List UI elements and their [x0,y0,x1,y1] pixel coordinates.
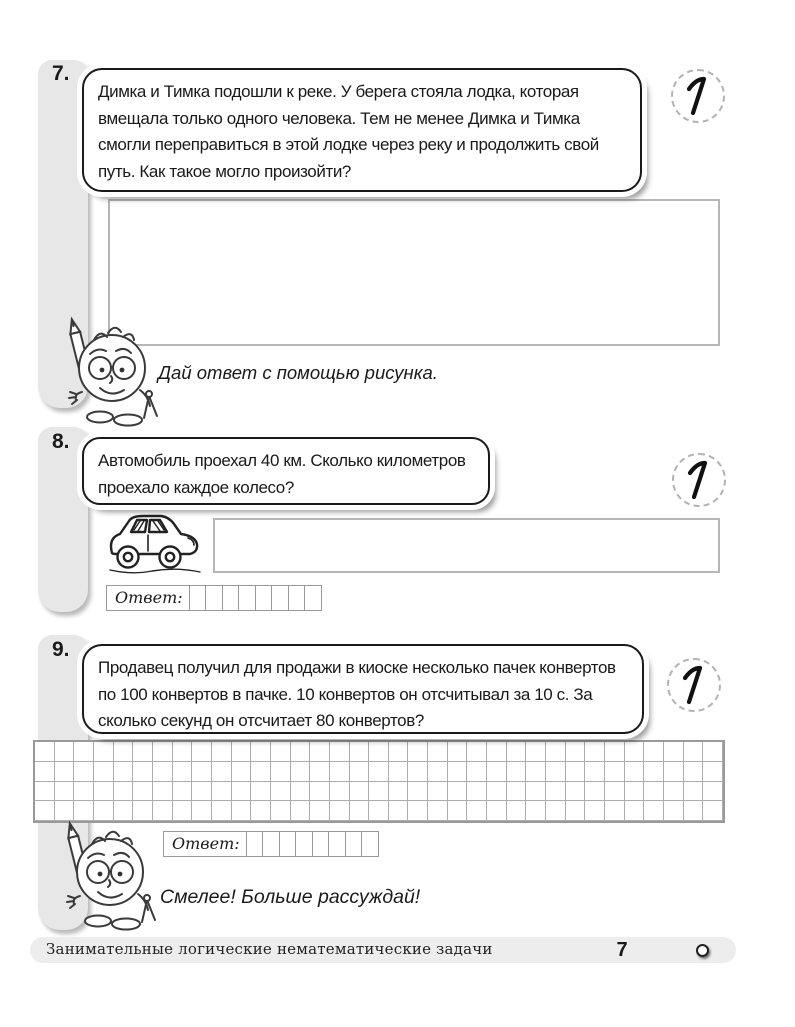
grid-cell[interactable] [448,801,468,821]
grid-cell[interactable] [487,762,507,782]
grid-cell[interactable] [389,742,409,762]
grid-cell[interactable] [644,742,664,762]
grid-cell[interactable] [408,782,428,802]
grid-cell[interactable] [232,742,252,762]
answer-label: Ответ: [172,834,240,853]
handwritten-one-icon [682,459,716,501]
handwritten-one-icon [681,75,715,117]
task7-text: Димка и Тимка подошли к реке. У берега стояла лодка, которая вмещала только одного человека. Тем не менее Димка и Тимка смогли переправиться в этой лодке через реку и продолжить свой путь. Как такое могло произойти? [98,82,599,181]
grid-cell[interactable] [192,801,212,821]
grid-cell[interactable] [192,762,212,782]
ring-binder-icon [696,944,709,957]
grid-cell[interactable] [350,782,370,802]
answer-cell[interactable] [328,832,345,856]
grid-cell[interactable] [389,762,409,782]
task8-rail [38,427,88,612]
grid-cell[interactable] [625,782,645,802]
answer-cell[interactable] [304,586,321,610]
answer-cell[interactable] [255,586,272,610]
grid-cell[interactable] [173,742,193,762]
grid-cell[interactable] [585,801,605,821]
grid-cell[interactable] [133,801,153,821]
grid-cell[interactable] [507,762,527,782]
answer-cell[interactable] [262,832,279,856]
grid-cell[interactable] [546,762,566,782]
grid-cell[interactable] [251,782,271,802]
grid-cell[interactable] [467,742,487,762]
task9-answer-strip[interactable] [163,831,379,857]
grid-cell[interactable] [330,801,350,821]
grid-cell[interactable] [369,742,389,762]
grid-cell[interactable] [94,782,114,802]
task7-drawing-box[interactable] [108,199,720,346]
grid-cell[interactable] [487,801,507,821]
task7-number: 7. [52,62,70,85]
grid-cell[interactable] [566,762,586,782]
grid-cell[interactable] [291,742,311,762]
grid-cell[interactable] [212,742,232,762]
task9-number: 9. [52,638,70,661]
grid-cell[interactable] [625,742,645,762]
grid-cell[interactable] [291,801,311,821]
grid-cell[interactable] [585,782,605,802]
grid-cell[interactable] [605,801,625,821]
grid-cell[interactable] [173,801,193,821]
grid-cell[interactable] [133,782,153,802]
grid-cell[interactable] [585,762,605,782]
task7-instruction: Дай ответ с помощью рисунка. [158,362,438,383]
answer-cell[interactable] [361,832,378,856]
grid-cell[interactable] [389,801,409,821]
grid-cell[interactable] [271,762,291,782]
grid-cell[interactable] [369,762,389,782]
grid-cell[interactable] [684,762,704,782]
grid-cell[interactable] [133,762,153,782]
answer-cell[interactable] [288,586,305,610]
grid-cell[interactable] [566,782,586,802]
grid-cell[interactable] [428,762,448,782]
task7-points-circle [671,69,725,123]
grid-cell[interactable] [526,801,546,821]
grid-cell[interactable] [467,782,487,802]
task9-text: Продавец получил для продажи в киоске несколько пачек конвертов по 100 конвертов в пачке. 10 конвертов он отсчитывал за 10 с. За сколько секунд он отсчитает 80 конвертов? [98,658,616,730]
grid-cell[interactable] [291,782,311,802]
grid-cell[interactable] [684,782,704,802]
grid-cell[interactable] [625,801,645,821]
grid-cell[interactable] [212,782,232,802]
grid-cell[interactable] [605,782,625,802]
answer-cell[interactable] [238,586,255,610]
grid-cell[interactable] [428,742,448,762]
footer-bar [30,937,736,963]
grid-cell[interactable] [232,801,252,821]
grid-cell[interactable] [664,782,684,802]
grid-cell[interactable] [644,762,664,782]
mascot-boy-icon [48,316,168,428]
grid-cell[interactable] [74,762,94,782]
grid-cell[interactable] [585,742,605,762]
grid-cell[interactable] [55,742,75,762]
grid-cell[interactable] [212,801,232,821]
grid-cell[interactable] [35,762,55,782]
grid-cell[interactable] [271,742,291,762]
grid-cell[interactable] [94,801,114,821]
grid-cell[interactable] [114,742,134,762]
grid-cell[interactable] [487,782,507,802]
grid-cell[interactable] [546,782,566,802]
grid-cell[interactable] [55,801,75,821]
grid-cell[interactable] [350,762,370,782]
grid-cell[interactable] [350,801,370,821]
grid-cell[interactable] [546,742,566,762]
grid-cell[interactable] [330,762,350,782]
grid-cell[interactable] [703,742,723,762]
grid-cell[interactable] [173,762,193,782]
grid-cell[interactable] [644,801,664,821]
answer-cell[interactable] [279,832,296,856]
grid-cell[interactable] [684,801,704,821]
answer-cell[interactable] [295,832,312,856]
answer-cell[interactable] [189,586,206,610]
task9-instruction: Смелее! Больше рассуждай! [160,886,421,908]
answer-cell[interactable] [205,586,222,610]
page-number: 7 [616,939,628,961]
grid-cell[interactable] [251,762,271,782]
grid-cell[interactable] [74,742,94,762]
answer-cell[interactable] [246,832,263,856]
grid-cell[interactable] [232,762,252,782]
grid-cell[interactable] [408,742,428,762]
grid-cell[interactable] [448,782,468,802]
grid-cell[interactable] [94,742,114,762]
grid-cell[interactable] [310,762,330,782]
grid-cell[interactable] [192,782,212,802]
grid-cell[interactable] [310,742,330,762]
grid-cell[interactable] [428,782,448,802]
grid-cell[interactable] [94,762,114,782]
grid-cell[interactable] [566,801,586,821]
grid-cell[interactable] [507,801,527,821]
task8-answer-strip[interactable] [106,585,322,611]
grid-cell[interactable] [55,762,75,782]
grid-cell[interactable] [153,762,173,782]
grid-cell[interactable] [291,762,311,782]
grid-cell[interactable] [684,742,704,762]
grid-cell[interactable] [703,801,723,821]
grid-cell[interactable] [74,801,94,821]
task9-text-bubble [82,644,644,734]
task8-number: 8. [52,430,70,453]
task7-text-bubble [82,68,642,192]
task8-answer-box[interactable] [213,518,720,573]
grid-cell[interactable] [703,762,723,782]
grid-cell[interactable] [408,762,428,782]
grid-cell[interactable] [153,742,173,762]
task9-squared-grid[interactable] [33,740,725,823]
grid-cell[interactable] [133,742,153,762]
grid-cell[interactable] [232,782,252,802]
task8-text-bubble [82,437,490,505]
grid-cell[interactable] [350,742,370,762]
grid-cell[interactable] [74,782,94,802]
handwritten-one-icon [677,664,711,706]
grid-cell[interactable] [114,782,134,802]
grid-cell[interactable] [173,782,193,802]
grid-cell[interactable] [369,801,389,821]
grid-cell[interactable] [408,801,428,821]
grid-cell[interactable] [664,762,684,782]
grid-cell[interactable] [467,762,487,782]
answer-cell[interactable] [271,586,288,610]
grid-cell[interactable] [526,762,546,782]
grid-cell[interactable] [448,762,468,782]
grid-cell[interactable] [212,762,232,782]
task8-text: Автомобиль проехал 40 км. Сколько километров проехало каждое колесо? [98,451,466,497]
grid-cell[interactable] [153,782,173,802]
grid-cell[interactable] [644,782,664,802]
grid-cell[interactable] [310,801,330,821]
footer-title: Занимательные логические нематематические задачи [46,940,493,958]
grid-cell[interactable] [271,782,291,802]
grid-cell[interactable] [507,742,527,762]
grid-cell[interactable] [625,762,645,782]
grid-cell[interactable] [605,762,625,782]
grid-cell[interactable] [310,782,330,802]
grid-cell[interactable] [369,782,389,802]
grid-cell[interactable] [664,742,684,762]
grid-cell[interactable] [35,782,55,802]
grid-cell[interactable] [605,742,625,762]
car-icon [104,508,204,578]
grid-cell[interactable] [153,801,173,821]
grid-cell[interactable] [703,782,723,802]
grid-cell[interactable] [330,782,350,802]
grid-cell[interactable] [35,742,55,762]
grid-cell[interactable] [251,742,271,762]
grid-cell[interactable] [487,742,507,762]
answer-label: Ответ: [115,588,183,607]
grid-cell[interactable] [546,801,566,821]
grid-cell[interactable] [271,801,291,821]
answer-cell[interactable] [222,586,239,610]
grid-cell[interactable] [507,782,527,802]
grid-cell[interactable] [114,762,134,782]
grid-cell[interactable] [55,782,75,802]
grid-cell[interactable] [664,801,684,821]
task8-points-circle [672,453,726,507]
answer-cell[interactable] [345,832,362,856]
grid-cell[interactable] [330,742,350,762]
grid-cell[interactable] [467,801,487,821]
grid-cell[interactable] [428,801,448,821]
grid-cell[interactable] [35,801,55,821]
grid-cell[interactable] [526,782,546,802]
task9-points-circle [667,658,721,712]
grid-cell[interactable] [192,742,212,762]
answer-cell[interactable] [312,832,329,856]
grid-cell[interactable] [566,742,586,762]
grid-cell[interactable] [448,742,468,762]
grid-cell[interactable] [526,742,546,762]
grid-cell[interactable] [114,801,134,821]
grid-cell[interactable] [251,801,271,821]
grid-cell[interactable] [389,782,409,802]
mascot-boy-icon [46,820,166,932]
